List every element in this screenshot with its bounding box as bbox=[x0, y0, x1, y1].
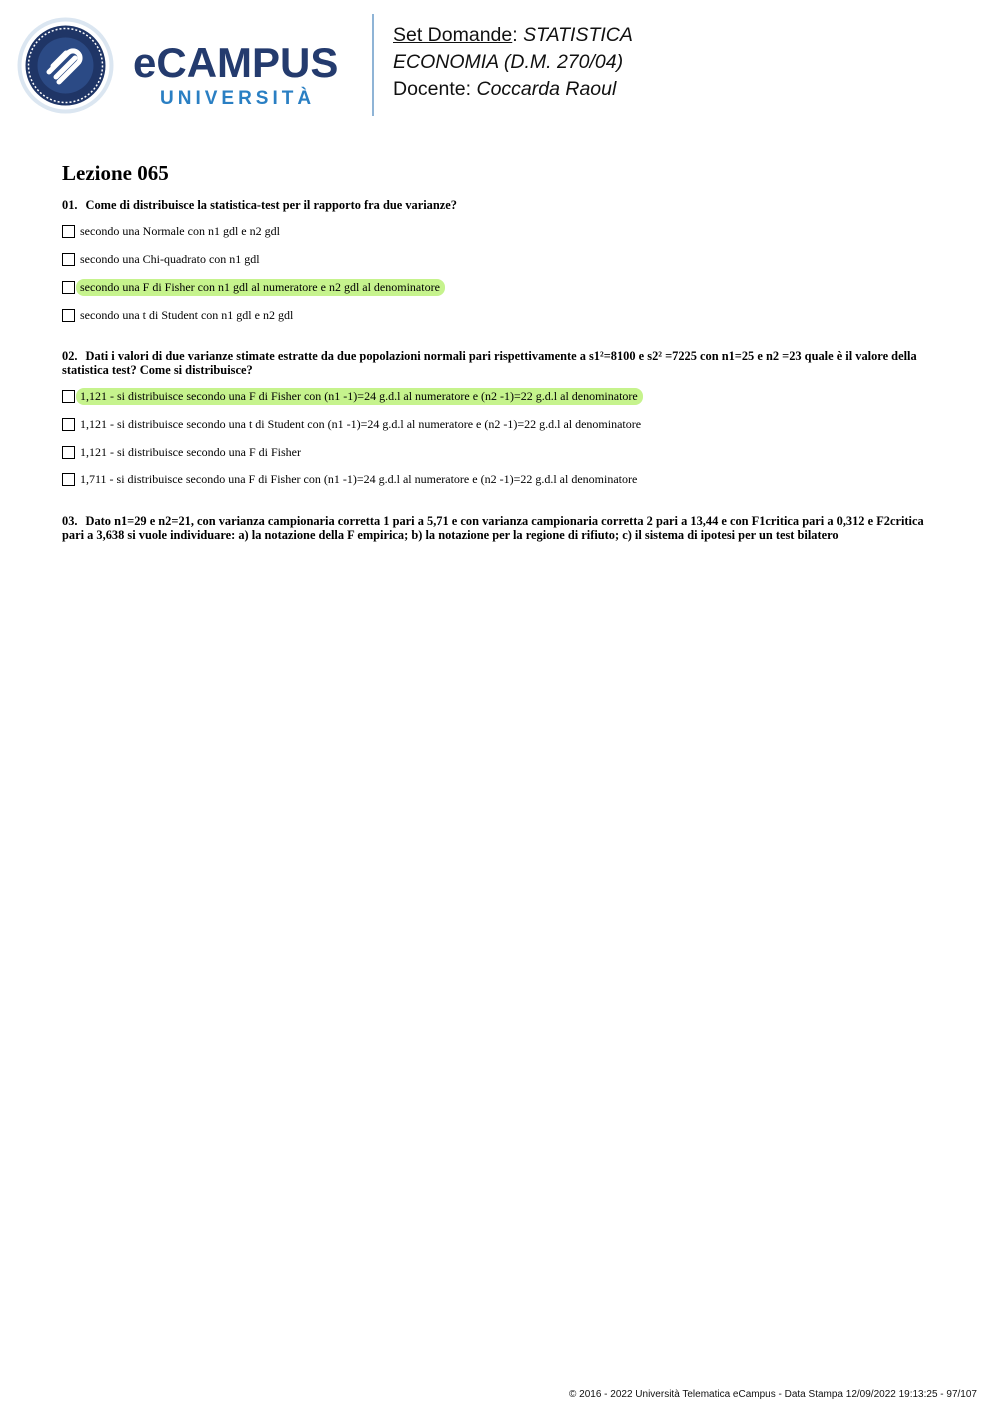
checkbox[interactable] bbox=[62, 446, 75, 459]
course-line1: STATISTICA bbox=[523, 24, 633, 46]
teacher-line: Docente: Coccarda Raoul bbox=[393, 78, 617, 100]
page-footer: © 2016 - 2022 Università Telematica eCampus - Data Stampa 12/09/2022 19:13:25 - 97/107 bbox=[569, 1389, 977, 1400]
teacher-name: Coccarda Raoul bbox=[476, 78, 617, 100]
ecampus-wordmark: eCAMPUS bbox=[133, 39, 339, 86]
answer-option[interactable] bbox=[62, 416, 646, 433]
answer-option[interactable] bbox=[62, 444, 306, 461]
answer-text: secondo una Normale con n1 gdl e n2 gdl bbox=[80, 224, 280, 238]
answer-option[interactable] bbox=[62, 307, 298, 324]
question-number: 02. bbox=[62, 349, 78, 363]
answer-option-correct[interactable] bbox=[62, 388, 643, 405]
ecampus-seal-logo bbox=[16, 16, 115, 115]
set-label: Set Domande bbox=[393, 24, 513, 46]
checkbox[interactable] bbox=[62, 418, 75, 431]
checkbox[interactable] bbox=[62, 225, 75, 238]
course-line2: ECONOMIA (D.M. 270/04) bbox=[393, 51, 624, 73]
answer-text: 1,711 - si distribuisce secondo una F di Fisher con (n1 -1)=24 g.d.l al numeratore e (n2 -1)=22 g.d.l al denominatore bbox=[80, 472, 638, 486]
question-text: Come di distribuisce la statistica-test per il rapporto fra due varianze? bbox=[85, 198, 457, 212]
checkbox[interactable] bbox=[62, 473, 75, 486]
question-text: Dati i valori di due varianze stimate estratte da due popolazioni normali pari rispettivamente a s1²=8100 e s2² =7225 con n1=25 e n2 =23 quale è il valore della statistica test? Come si distribuisce? bbox=[62, 349, 917, 377]
checkbox[interactable] bbox=[62, 390, 75, 403]
set-line: Set Domande: STATISTICA bbox=[393, 24, 633, 46]
course-info bbox=[393, 22, 953, 103]
teacher-label: Docente bbox=[393, 78, 466, 100]
answer-text: 1,121 - si distribuisce secondo una F di Fisher bbox=[80, 445, 301, 459]
checkbox[interactable] bbox=[62, 253, 75, 266]
question-number: 03. bbox=[62, 514, 78, 528]
universita-wordmark: UNIVERSITÀ bbox=[160, 88, 316, 109]
header-divider bbox=[372, 14, 374, 116]
question-01 bbox=[62, 198, 942, 212]
checkbox[interactable] bbox=[62, 281, 75, 294]
question-text: Dato n1=29 e n2=21, con varianza campionaria corretta 1 pari a 5,71 e con varianza campionaria corretta 2 pari a 13,44 e con F1critica pari a 0,312 e F2critica pari a 3,638 si vuole individuare: a) la notazione della F empirica; b) la notazione per la regione di rifiuto; c) il sistema di ipotesi per un test bilatero bbox=[62, 514, 924, 542]
answer-text: secondo una t di Student con n1 gdl e n2 gdl bbox=[80, 308, 294, 322]
answer-text-highlighted: 1,121 - si distribuisce secondo una F di Fisher con (n1 -1)=24 g.d.l al numeratore e (n2 -1)=22 g.d.l al denominatore bbox=[76, 388, 643, 405]
course-line2-row bbox=[393, 49, 953, 76]
checkbox[interactable] bbox=[62, 309, 75, 322]
answer-option[interactable] bbox=[62, 223, 285, 240]
answer-text: secondo una Chi-quadrato con n1 gdl bbox=[80, 252, 260, 266]
answer-option-correct[interactable] bbox=[62, 279, 445, 296]
answer-text: 1,121 - si distribuisce secondo una t di Student con (n1 -1)=24 g.d.l al numeratore e (n2 -1)=22 g.d.l al denominatore bbox=[80, 417, 642, 431]
answer-text-highlighted: secondo una F di Fisher con n1 gdl al numeratore e n2 gdl al denominatore bbox=[76, 279, 445, 296]
question-03 bbox=[62, 514, 942, 542]
answer-option[interactable] bbox=[62, 471, 642, 488]
question-number: 01. bbox=[62, 198, 78, 212]
question-02 bbox=[62, 349, 942, 377]
answer-option[interactable] bbox=[62, 251, 265, 268]
lesson-title: Lezione 065 bbox=[62, 161, 169, 185]
